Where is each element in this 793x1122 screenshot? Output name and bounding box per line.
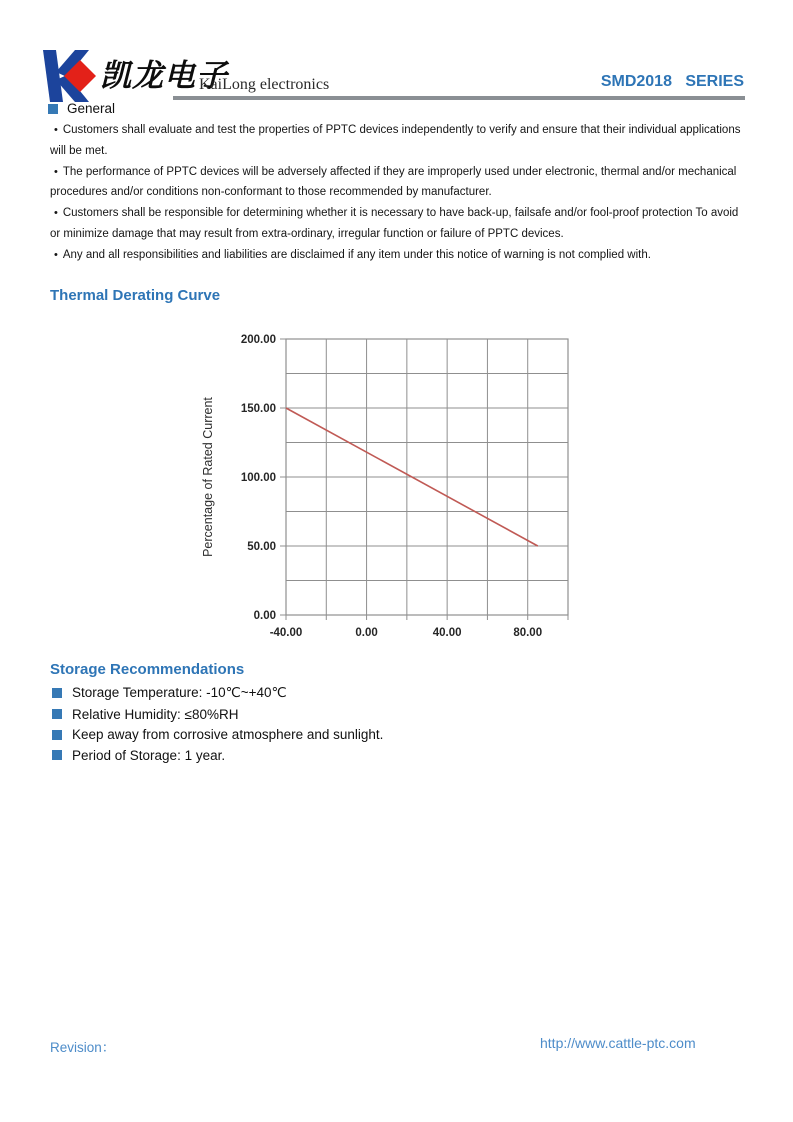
general-paragraph [50, 162, 747, 204]
dot-bullet-icon: • [54, 165, 58, 178]
y-tick-label: 100.00 [240, 472, 276, 484]
x-tick-label: -40.00 [269, 627, 303, 639]
website-link[interactable]: http://www.cattle-ptc.com [540, 1035, 696, 1051]
square-bullet-icon [52, 730, 62, 740]
general-notice-text [50, 120, 747, 266]
header-divider [173, 96, 745, 100]
y-tick-label: 0.00 [253, 610, 276, 622]
storage-item-text: Period of Storage: 1 year. [72, 747, 226, 763]
general-paragraph [50, 120, 747, 162]
dot-bullet-icon: • [54, 124, 58, 136]
chart-canvas [196, 330, 588, 646]
square-bullet-icon [52, 709, 62, 719]
revision-label: Revision： [50, 1040, 116, 1055]
storage-recommendations-heading: Storage Recommendations [50, 661, 245, 678]
x-tick-label: 40.00 [432, 627, 462, 639]
storage-item [52, 683, 383, 704]
x-tick-label: 0.00 [355, 627, 378, 639]
brand-name-english: KaiLong electronics [199, 76, 330, 93]
square-bullet-icon [48, 104, 58, 114]
storage-item [52, 724, 383, 745]
brand-name-chinese: 凯龙电子 [100, 58, 228, 94]
y-tick-label: 150.00 [240, 403, 276, 415]
general-paragraph-text: Customers shall evaluate and test the properties of PPTC devices independently to verify and ensure that their individual applications will be met. [50, 124, 741, 157]
kailong-logo-icon [42, 50, 104, 102]
series-title: SMD2018 SERIES [600, 73, 744, 90]
general-paragraph-text: The performance of PPTC devices will be adversely affected if they are improperly used under electronic, thermal and/or mechanical procedures and/or conditions non-conformant to those recommended by manufacturer. [50, 165, 737, 199]
storage-item [52, 745, 383, 766]
dot-bullet-icon: • [54, 207, 58, 220]
general-paragraph-text: Customers shall be responsible for determining whether it is necessary to have back-up, failsafe and/or fool-proof protection To avoid or minimize damage that may result from extra-ordinary, irregular function or failure of PPTC devices. [50, 207, 739, 240]
y-tick-label: 200.00 [240, 334, 276, 346]
storage-item [52, 704, 383, 725]
storage-item-text: Keep away from corrosive atmosphere and sunlight. [72, 727, 384, 743]
storage-item-text: Relative Humidity: ≤80%RH [72, 706, 239, 722]
thermal-derating-heading: Thermal Derating Curve [50, 287, 221, 304]
dot-bullet-icon: • [54, 248, 58, 261]
general-paragraph [50, 245, 747, 266]
square-bullet-icon [52, 750, 62, 760]
storage-item-text: Storage Temperature: -10℃~+40℃ [72, 685, 287, 701]
x-tick-label: 80.00 [513, 627, 543, 639]
general-heading-label: General [67, 101, 116, 116]
y-axis-title: Percentage of Rated Current [201, 397, 215, 557]
storage-recommendations-list [52, 683, 383, 766]
y-tick-label: 50.00 [247, 541, 276, 553]
general-section-heading [48, 101, 115, 116]
general-paragraph [50, 203, 747, 245]
square-bullet-icon [52, 688, 62, 698]
general-paragraph-text: Any and all responsibilities and liabilities are disclaimed if any item under this notice of warning is not complied with. [62, 248, 651, 261]
thermal-derating-chart [196, 330, 588, 646]
